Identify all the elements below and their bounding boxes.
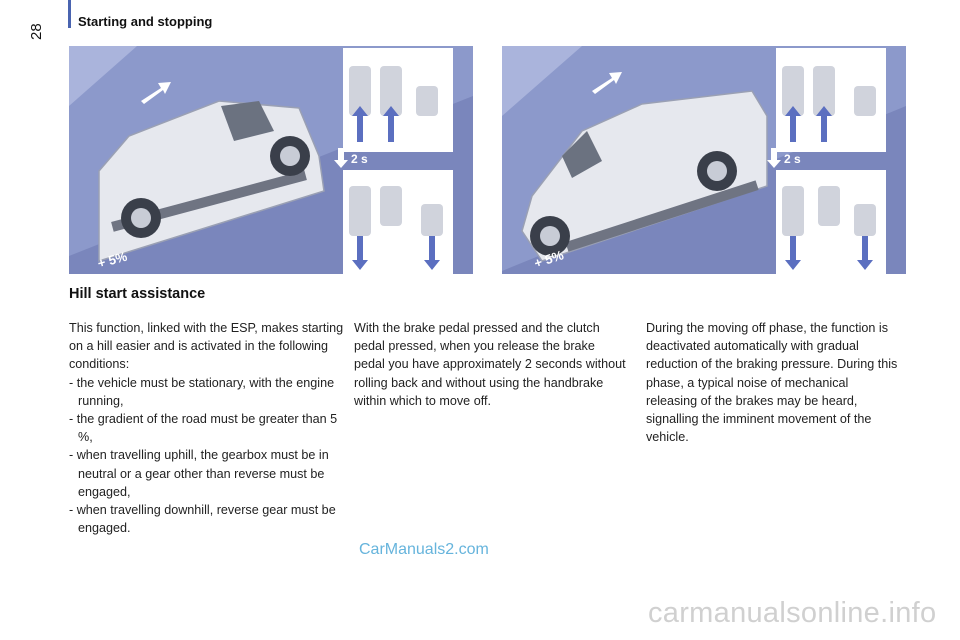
- article-heading: Hill start assistance: [69, 286, 206, 302]
- page-number: 28: [28, 23, 45, 40]
- timer-label: 2 s: [351, 152, 368, 166]
- illustration-uphill: [69, 46, 473, 274]
- gradient-label: + 5%: [95, 248, 129, 271]
- watermark-link[interactable]: CarManuals2.com: [359, 541, 489, 558]
- moving-off-paragraph: With the brake pedal pressed and the clutch pedal pressed, when you release the brake pedal you have approximately 2 seconds without rolling back and without using the handbrake within which to move off.: [354, 321, 626, 408]
- condition-item: - when travelling uphill, the gearbox must be in neutral or a gear other than reverse must be engaged,: [69, 448, 329, 499]
- direction-arrow-icon: [141, 82, 171, 104]
- column-moving-off: [354, 319, 626, 410]
- column-conditions: [69, 319, 344, 537]
- condition-item: - when travelling downhill, reverse gear must be engaged.: [69, 503, 336, 536]
- header-rule: [68, 0, 71, 28]
- condition-item: - the vehicle must be stationary, with the engine running,: [69, 375, 335, 408]
- illustration-downhill: [502, 46, 906, 274]
- intro-paragraph: This function, linked with the ESP, makes starting on a hill easier and is activated in the following conditions:: [69, 321, 344, 372]
- timer-label: 2 s: [784, 152, 801, 166]
- watermark-footer: carmanualsonline.info: [648, 597, 937, 629]
- gradient-label: + 5%: [532, 247, 566, 271]
- condition-item: - the gradient of the road must be greater than 5 %,: [69, 412, 338, 445]
- column-deactivation: [646, 319, 901, 446]
- direction-arrow-icon: [592, 72, 622, 94]
- deactivation-paragraph: During the moving off phase, the function is deactivated automatically with gradual reduction of the braking pressure. During this phase, a typical noise of mechanical releasing of the brakes may be heard, signalling the imminent movement of the vehicle.: [646, 321, 898, 445]
- section-title: Starting and stopping: [78, 14, 213, 29]
